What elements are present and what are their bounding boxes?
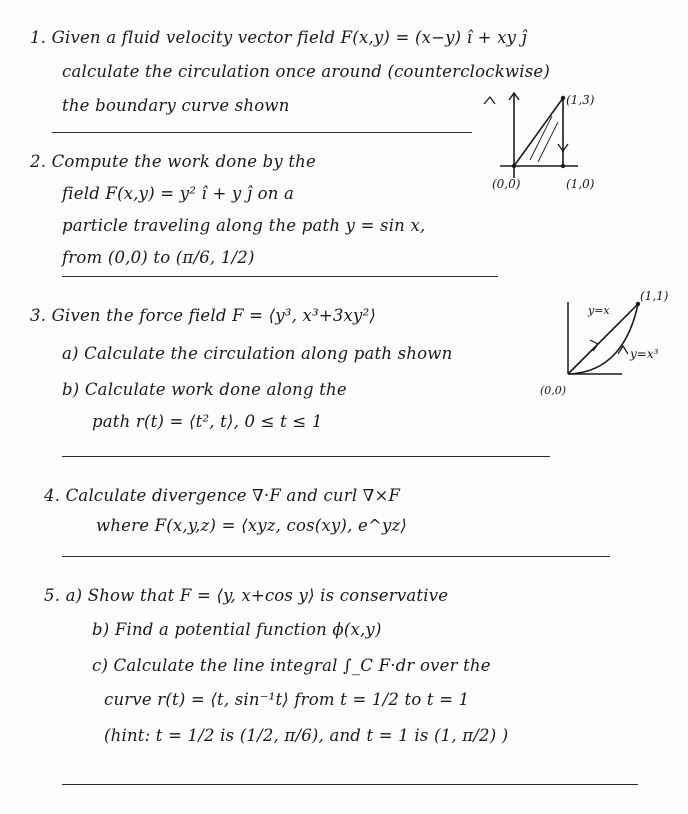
problem-2-line-3: particle traveling along the path y = sin x,: [62, 216, 426, 235]
problem-5-line-1: 5. a) Show that F = ⟨y, x+cos y⟩ is conservative: [44, 586, 449, 605]
problem-2-line-1: 2. Compute the work done by the: [30, 152, 316, 171]
problem-3-figure: [540, 284, 686, 404]
problem-3-line-1: 3. Given the force field F = ⟨y³, x³+3xy²⟩: [30, 306, 377, 325]
divider-2: [62, 276, 498, 277]
point-origin-label: (0,0): [540, 384, 567, 397]
divider-1: [52, 132, 472, 133]
problem-4-line-2: where F(x,y,z) = ⟨xyz, cos(xy), e^yz⟩: [96, 516, 407, 535]
problem-3-line-4: path r(t) = ⟨t², t⟩, 0 ≤ t ≤ 1: [92, 412, 323, 431]
problem-5-line-3: c) Calculate the line integral ∫_C F·dr over the: [92, 656, 491, 675]
point-origin-label: (0,0): [492, 177, 521, 191]
problem-3-line-2: a) Calculate the circulation along path shown: [62, 344, 453, 363]
curve-line-label: y=x: [588, 304, 610, 317]
problem-1-line-1: 1. Given a fluid velocity vector field F(x,y) = (x−y) î + xy ĵ: [30, 28, 527, 47]
orientation-arrow-icon: [590, 340, 598, 351]
point-top-label: (1,1): [640, 289, 669, 303]
point-top-marker: [561, 96, 565, 100]
problem-5-line-2: b) Find a potential function ϕ(x,y): [92, 620, 382, 639]
point-origin-marker: [512, 164, 516, 168]
problem-1-line-3: the boundary curve shown: [62, 96, 290, 115]
problem-2-line-4: from (0,0) to (π/6, 1/2): [62, 248, 255, 267]
problem-3-line-3: b) Calculate work done along the: [62, 380, 347, 399]
orientation-arrow-icon: [484, 97, 495, 104]
point-top-label: (1,3): [566, 93, 595, 107]
curve-cubic-label: y=x³: [630, 347, 659, 361]
problem-2-line-2: field F(x,y) = y² î + y ĵ on a: [62, 184, 295, 203]
problem-4-line-1: 4. Calculate divergence ∇·F and curl ∇×F: [44, 486, 401, 505]
problem-1-figure: [470, 88, 620, 198]
curve-arrow-icon: [618, 346, 628, 354]
point-right-label: (1,0): [566, 177, 595, 191]
triangle-hypotenuse: [514, 98, 563, 166]
point-right-marker: [561, 164, 565, 168]
divider-5: [62, 784, 638, 785]
divider-4: [62, 556, 610, 557]
problem-5-line-5: (hint: t = 1/2 is (1/2, π/6), and t = 1 is (1, π/2) ): [104, 726, 509, 745]
divider-3: [62, 456, 550, 457]
problem-1-line-2: calculate the circulation once around (counterclockwise): [62, 62, 550, 81]
problem-5-line-4: curve r(t) = ⟨t, sin⁻¹t⟩ from t = 1/2 to t = 1: [104, 690, 470, 709]
